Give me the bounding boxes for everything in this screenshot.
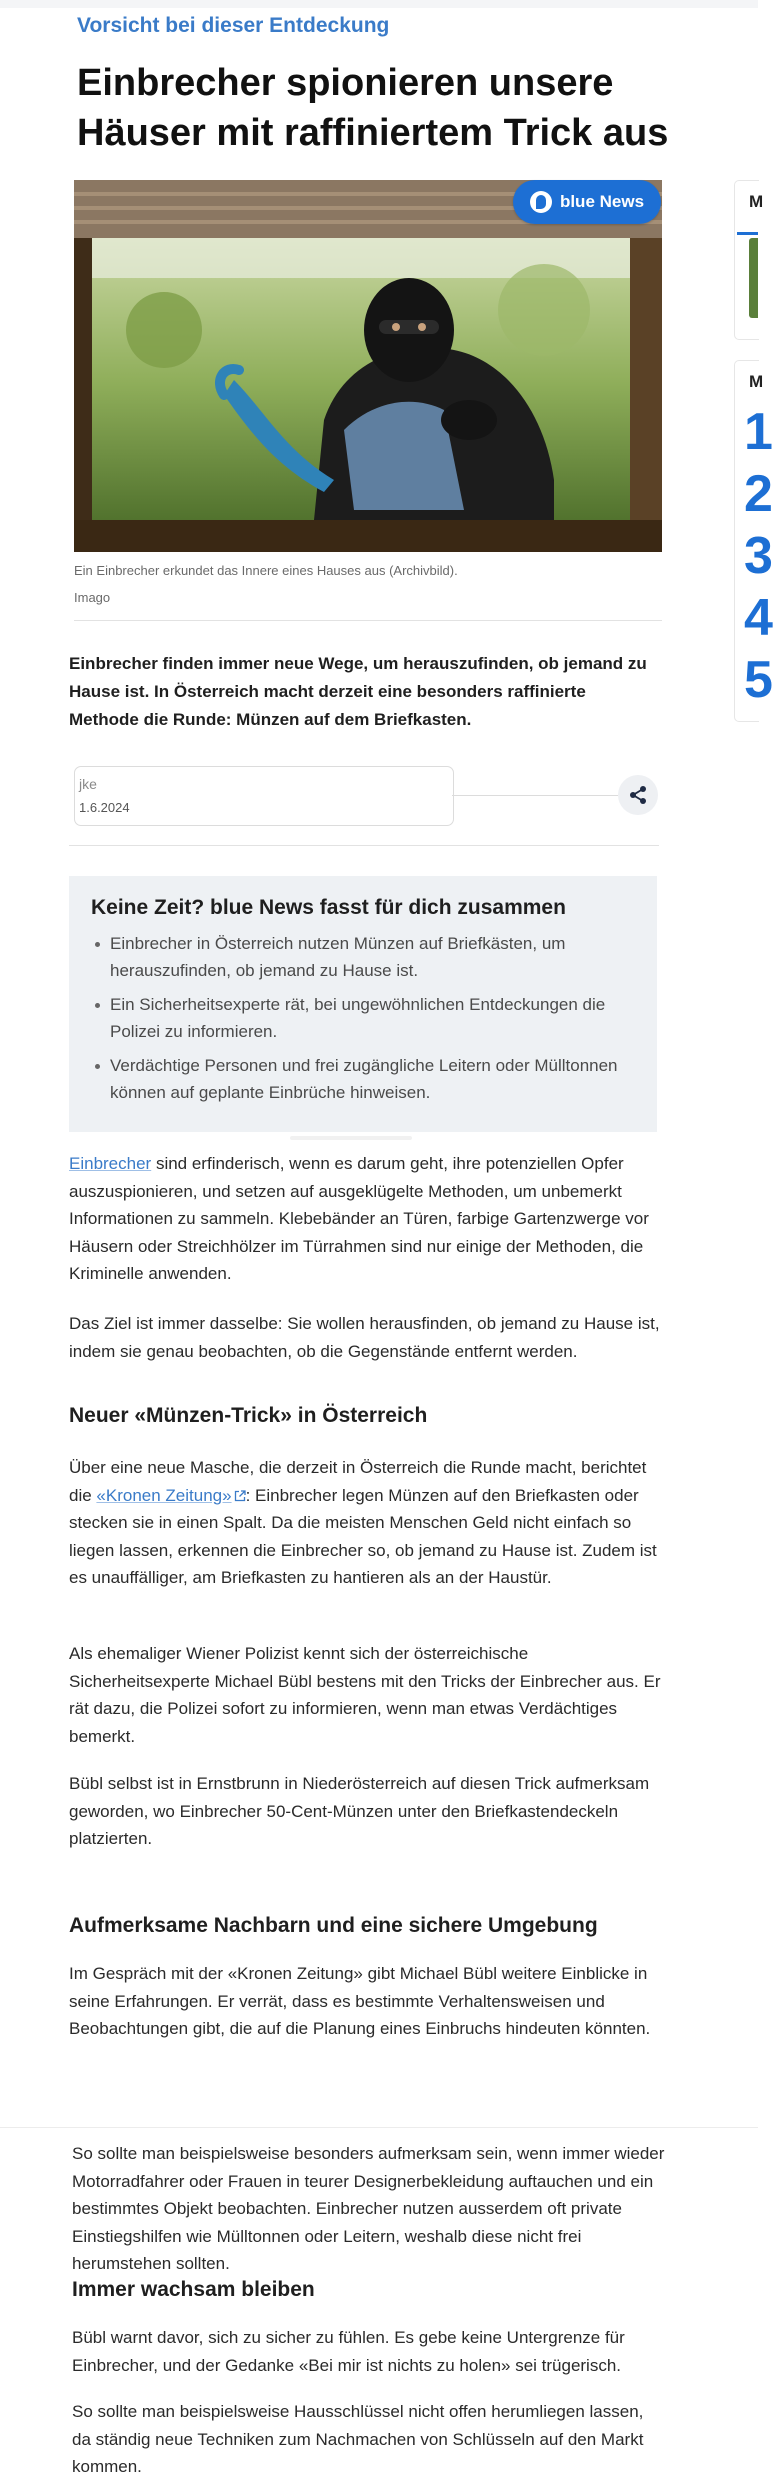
sidebar-thumbnail[interactable] [749, 238, 758, 318]
blue-news-logo-icon [530, 191, 552, 213]
body-paragraph: Bübl selbst ist in Ernstbrunn in Niederösterreich auf diesen Trick aufmerksam geworden, wo Einbrecher 50-Cent-Münzen unter den Briefkastendeckeln platzierten. [69, 1774, 650, 1848]
paragraph-text: : Einbrecher legen Münzen auf den Briefkasten oder stecken sie in einen Spalt. Da die meisten Menschen Geld nicht einfach so liegen lassen, erkennen die Einbrecher so, ob jemand zu Hause ist. Zudem ist es unauffälliger, am Briefkasten zu hantieren als an der Haustür. [69, 1485, 657, 1587]
summary-item: Ein Sicherheitsexperte rät, bei ungewöhnlichen Entdeckungen die Polizei zu informieren. [92, 991, 637, 1045]
divider [0, 2127, 758, 2128]
hero-image[interactable] [74, 180, 662, 552]
sidebar-rank[interactable]: 5 [744, 651, 773, 709]
section-heading: Immer wachsam bleiben [72, 2278, 315, 2301]
image-caption: Ein Einbrecher erkundet das Innere eines Hauses aus (Archivbild). [74, 563, 458, 578]
sidebar-rank[interactable]: 1 [744, 403, 773, 461]
sidebar-card-title: M [749, 192, 764, 211]
body-paragraph: Im Gespräch mit der «Kronen Zeitung» gibt Michael Bübl weitere Einblicke in seine Erfahrungen. Er verrät, dass es bestimmte Verhaltensweisen und Beobachtungen gibt, die auf die Planung eines Einbruchs hindeuten könnten. [69, 1964, 651, 2038]
author-name[interactable]: jke [79, 776, 97, 792]
share-icon [628, 785, 648, 805]
external-link-icon [234, 1490, 246, 1502]
top-rule [0, 0, 758, 8]
divider [74, 620, 662, 621]
burglar-photo [74, 180, 662, 552]
body-paragraph: Das Ziel ist immer dasselbe: Sie wollen herausfinden, ob jemand zu Hause ist, indem sie genau beobachten, ob die Gegenstände entfernt werden. [69, 1314, 660, 1361]
body-paragraph: So sollte man beispielsweise Hausschlüssel nicht offen herumliegen lassen, da ständig neue Techniken zum Nachmachen von Schlüsseln auf den Markt kommen. [72, 2402, 644, 2476]
paragraph-text: Über eine neue Masche, die derzeit in Österreich die Runde macht, berichtet die [69, 1458, 647, 1505]
brand-label: blue News [559, 192, 645, 211]
divider [69, 845, 659, 846]
author-box [74, 766, 454, 826]
paragraph-text: sind erfinderisch, wenn es darum geht, ihre potenziellen Opfer auszuspionieren, und setzen auf ausgeklügelte Methoden, um unbemerkt Informationen zu sammeln. Klebebänder an Türen, farbige Gartenzwerge vor Häusern oder Streichhölzer im Türrahmen sind nur einige der Methoden, die Kriminelle anwenden. [69, 1154, 649, 1283]
article-lead: Einbrecher finden immer neue Wege, um herauszufinden, ob jemand zu Hause ist. In Österreich macht derzeit eine besonders raffinierte Methode die Runde: Münzen auf dem Briefkasten. [69, 654, 647, 729]
sidebar-rank[interactable]: 2 [744, 465, 773, 523]
summary-list [92, 930, 637, 1113]
article-kicker[interactable]: Vorsicht bei dieser Entdeckung [77, 14, 390, 37]
kronen-zeitung-link[interactable] [96, 1486, 245, 1505]
image-credit: Imago [74, 590, 111, 605]
summary-item: Verdächtige Personen und frei zugängliche Leitern oder Mülltonnen können auf geplante Einbrüche hinweisen. [92, 1052, 637, 1106]
scroll-hint [290, 1136, 412, 1140]
divider [452, 795, 618, 796]
sidebar-rank[interactable]: 4 [744, 589, 773, 647]
link-text: «Kronen Zeitung» [96, 1485, 232, 1505]
body-paragraph: Bübl warnt davor, sich zu sicher zu fühlen. Es gebe keine Untergrenze für Einbrecher, und der Gedanke «Bei mir ist nichts zu holen» sei trügerisch. [72, 2328, 625, 2375]
body-paragraph: So sollte man beispielsweise besonders aufmerksam sein, wenn immer wieder Motorradfahrer oder Frauen in teurer Designerbekleidung auftauchen und ein bestimmtes Objekt beobachten. Einbrecher nutzen ausserdem oft private Einstiegshilfen wie Mülltonnen oder Leitern, weshalb diese nicht frei herumstehen sollten. [72, 2144, 665, 2273]
summary-item: Einbrecher in Österreich nutzen Münzen auf Briefkästen, um herauszufinden, ob jemand zu Hause ist. [92, 930, 637, 984]
body-paragraph [69, 1454, 665, 1592]
article-headline: Einbrecher spionieren unsere Häuser mit raffiniertem Trick aus [77, 62, 669, 154]
sidebar-accent-rule [737, 232, 758, 235]
section-heading: Aufmerksame Nachbarn und eine sichere Umgebung [69, 1914, 598, 1937]
section-heading: Neuer «Münzen-Trick» in Österreich [69, 1404, 428, 1427]
sidebar-card-title: M [749, 372, 764, 391]
body-paragraph: Als ehemaliger Wiener Polizist kennt sich der österreichische Sicherheitsexperte Michael Bübl bestens mit den Tricks der Einbrecher aus. Er rät dazu, die Polizei sofort zu informieren, wenn man etwas Verdächtiges bemerkt. [69, 1644, 661, 1746]
einbrecher-link[interactable]: Einbrecher [69, 1154, 152, 1173]
brand-badge [513, 180, 661, 224]
share-button[interactable] [618, 775, 658, 815]
sidebar-rank[interactable]: 3 [744, 527, 773, 585]
body-paragraph [69, 1150, 665, 1288]
summary-title: Keine Zeit? blue News fasst für dich zusammen [91, 896, 566, 919]
publish-date: 1.6.2024 [79, 800, 130, 815]
